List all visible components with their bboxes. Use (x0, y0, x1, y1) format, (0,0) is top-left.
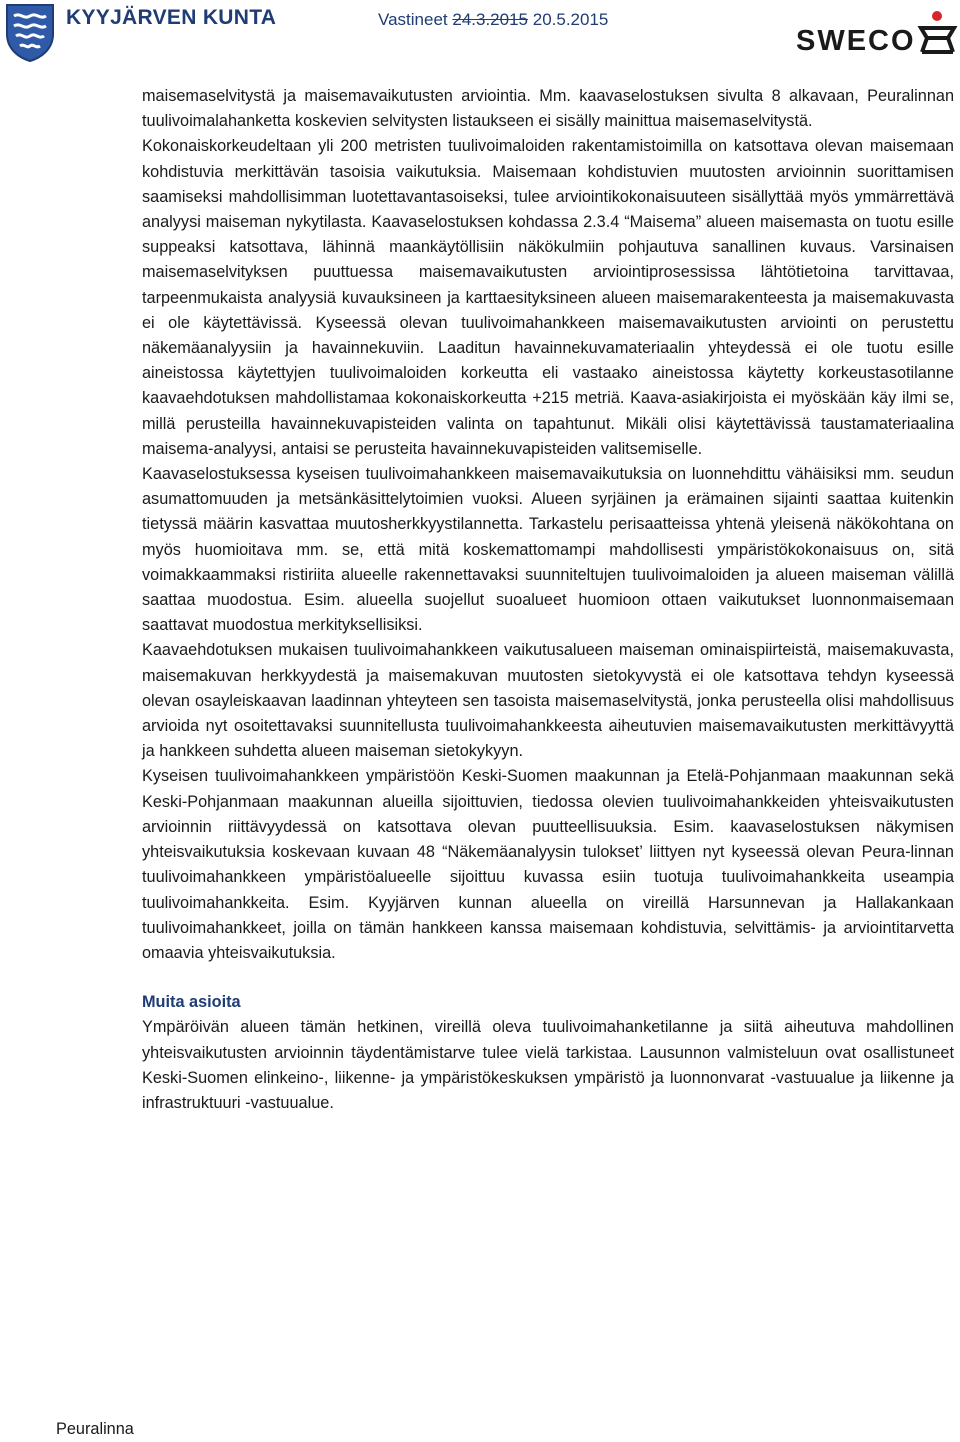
document-body (142, 84, 954, 1116)
document-label-prefix: Vastineet (378, 10, 448, 29)
page-header (0, 0, 960, 70)
page-footer-project-name: Peuralinna (56, 1420, 134, 1438)
sweco-logo (796, 8, 958, 56)
sweco-logo-text: SWECO (796, 25, 916, 56)
organization-name: KYYJÄRVEN KUNTA (66, 6, 277, 29)
body-paragraph-3: Kaavaselostuksessa kyseisen tuulivoimahankkeen maisemavaikutuksia on luonnehdittu vähäisiksi mm. seudun asumattomuuden ja metsänkäsittelytoimien vuoksi. Alueen syrjäinen ja erämainen sijainti saattaa kuitenkin tietyssä määrin kasvattaa muutosherkkyystilannetta. Tarkastelu perisaatteissa yhtenä yleisenä näkökohtana on myös huomioitava mm. se, että mitä koskemattomampi mahdollisesti ympäristökokonaisuus on, sitä voimakkaammaksi ristiriita alueelle rakennettavaksi suunniteltujen tuulivoimaloiden ja alueen maiseman välillä saattaa muodostua. Esim. alueella suojellut suoalueet huomioon ottaen vaikutukset luonnonmaisemaan saattavat muodostua merkityksellisiksi. (142, 465, 954, 635)
body-paragraph-4: Kaavaehdotuksen mukaisen tuulivoimahankkeen vaikutusalueen maiseman ominaispiirteistä, maisemakuvasta, maisemakuvan herkkyydestä ja maisemakuvan muutosten sietokyvystä ei ole katsottava tehdyn kyseessä olevan osayleiskaavan laadinnan yhteyteen sen tasoista maisemaselvitystä, jonka perusteella olisi mahdollisuus arvioida nyt osoitettavaksi suunnitellusta tuulivoimahankkeesta aiheutuvien maisemavaikutusten merkittävyyttä ja hankkeen suhdetta alueen maiseman sietokykyyn. (142, 641, 954, 761)
section-heading: Muita asioita (142, 993, 241, 1012)
sweco-figure-icon (921, 11, 954, 52)
document-date-current: 20.5.2015 (532, 10, 609, 29)
closing-paragraph: Ympäröivän alueen tämän hetkinen, vireillä oleva tuulivoimahanketilanne ja siitä aiheutuva mahdollinen yhteisvaikutusten arvioinnin täydentämistarve tulee vielä tarkistaa. Lausunnon valmisteluun ovat osallistuneet Keski-Suomen elinkeino-, liikenne- ja ympäristökeskuksen ympäristö ja luonnonvarat -vastuualue ja liikenne ja infrastruktuuri -vastuualue. (142, 1018, 954, 1112)
section-spacer (142, 966, 954, 990)
body-paragraph-5: Kyseisen tuulivoimahankkeen ympäristöön Keski-Suomen maakunnan ja Etelä-Pohjanmaan maakunnan sekä Keski-Pohjanmaan maakunnan alueilla sijoittuvien, tiedossa olevien tuulivoimahankkeiden yhteisvaikutusten arvioinnin riittävyydessä on katsottava olevan puutteellisuuksia. Esim. kaavaselostuksen näkymisen yhteisvaikutuksia koskevaan kuvaan 48 “Näkemäanalyysin tulokset’ liittyen nyt kyseessä olevan Peura-linnan tuulivoimahankkeen ympäristöalueelle sijoittuu kuvassa esiin tuotuja tuulivoimahankkeita useampia tuulivoimahankkeita. Esim. Kyyjärven kunnan alueella on vireillä Harsunnevan ja Hallakankaan tuulivoimahankkeet, joilla on tämän hankkeen kanssa maisemaan kohdistuvia, selvittämis- ja arviointitarvetta omaavia yhteisvaikutuksia. (142, 767, 954, 962)
body-paragraph-1: maisemaselvitystä ja maisemavaikutusten arviointia. Mm. kaavaselostuksen sivulta 8 alkavaan, Peuralinnan tuulivoimalahanketta koskevien selvitysten listaukseen ei sisälly mainittua maisemaselvitystä. (142, 87, 954, 131)
document-label (378, 10, 608, 30)
body-paragraph-2: Kokonaiskorkeudeltaan yli 200 metristen tuulivoimaloiden rakentamistoimilla on katsottava olevan maisemaan kohdistuvia merkittävän tasoisia vaikutuksia. Maisemaan kohdistuvien muutosten arvioinnin suorittamisen saamiseksi mahdollisimman luotettavantasoiseksi, tulee arviointikokonaisuuteen sisällyttää myös ymmärrettävä analyysi maiseman nykytilasta. Kaavaselostuksen kohdassa 2.3.4 “Maisema” alueen maisemasta on tuotu esille suppeaksi katsottava, lähinnä maankäytöllisiin näkökulmiin pohjautuva sanallinen kuvaus. Varsinaisen maisemaselvityksen puuttuessa maisemavaikutusten arviointiprosessissa lähtötietoina tarvittavaa, tarpeenmukaista analyysiä kuvauksineen ja karttaesityksineen alueen maisemarakenteesta ja maisemakuvasta ei ole käytettävissä. Kyseessä olevan tuulivoimahankkeen maisemavaikutusten arviointi on perustettu näkemäanalyysiin ja havainnekuviin. Laaditun havainnekuvamateriaalin yhteydessä ei ole tuotu esille aineistossa käytettyjen tuulivoimaloiden korkeutta eli vastaako aineistossa käytetty korkeustasotilanne kaavaehdotuksen mahdollistamaa kokonaiskorkeutta +215 metriä. Kaava-asiakirjoista ei myöskään käy ilmi se, millä perusteilla havainnekuvapisteiden valinta on tapahtunut. Mikäli olisi käytettävissä taustamateriaalina maisema-analyysi, antaisi se perusteita havainnekuvapisteiden valitsemiselle. (142, 137, 954, 458)
document-date-struck: 24.3.2015 (452, 10, 528, 29)
municipal-crest-icon (4, 2, 56, 62)
